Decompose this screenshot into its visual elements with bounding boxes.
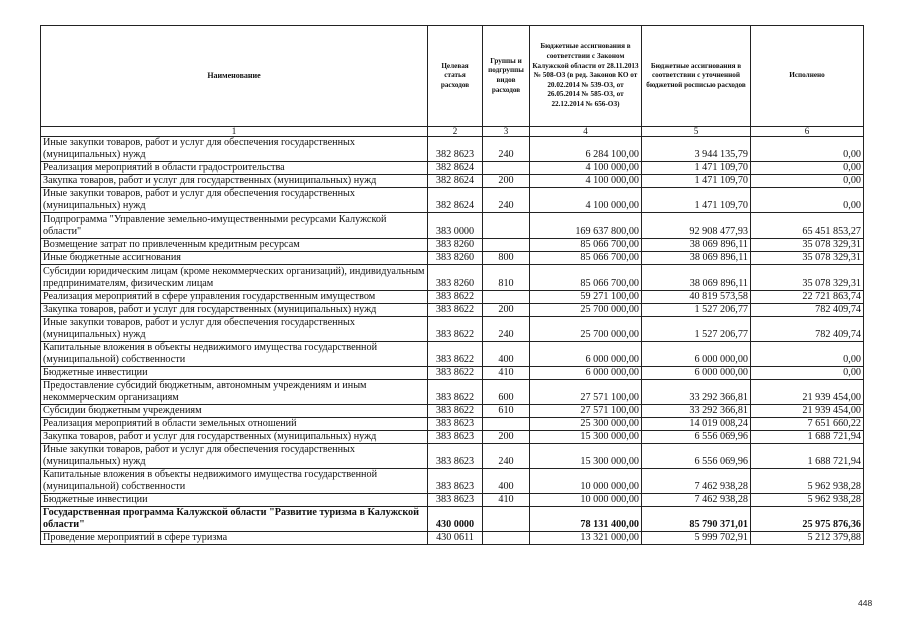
row-law-amount: 10 000 000,00 — [530, 469, 642, 494]
table-row — [41, 291, 864, 304]
row-target-code: 383 8260 — [428, 239, 483, 252]
row-group-code — [483, 507, 530, 532]
row-group-code: 810 — [483, 265, 530, 291]
row-name: Государственная программа Калужской области "Развитие туризма в Калужской области" — [41, 507, 428, 532]
row-roster-amount: 38 069 896,11 — [642, 252, 751, 265]
row-name: Иные закупки товаров, работ и услуг для обеспечения государственных (муниципальных) нужд — [41, 444, 428, 469]
table-row — [41, 494, 864, 507]
row-name: Подпрограмма "Управление земельно-имущественными ресурсами Калужской области" — [41, 213, 428, 239]
row-group-code: 200 — [483, 304, 530, 317]
row-roster-amount: 14 019 008,24 — [642, 418, 751, 431]
table-row — [41, 162, 864, 175]
col-number: 6 — [751, 127, 864, 137]
row-roster-amount: 1 527 206,77 — [642, 304, 751, 317]
row-roster-amount: 33 292 366,81 — [642, 405, 751, 418]
table-row — [41, 444, 864, 469]
row-law-amount: 4 100 000,00 — [530, 188, 642, 213]
row-target-code: 430 0611 — [428, 532, 483, 545]
table-row — [41, 265, 864, 291]
table-row — [41, 304, 864, 317]
row-executed-amount: 5 212 379,88 — [751, 532, 864, 545]
row-group-code: 200 — [483, 175, 530, 188]
row-executed-amount: 0,00 — [751, 162, 864, 175]
row-law-amount: 10 000 000,00 — [530, 494, 642, 507]
header-groups: Группы и подгруппы видов расходов — [483, 26, 530, 127]
row-target-code: 430 0000 — [428, 507, 483, 532]
table-row — [41, 175, 864, 188]
table-row — [41, 431, 864, 444]
row-executed-amount: 0,00 — [751, 367, 864, 380]
row-name: Возмещение затрат по привлеченным кредитным ресурсам — [41, 239, 428, 252]
row-name: Иные бюджетные ассигнования — [41, 252, 428, 265]
row-roster-amount: 1 527 206,77 — [642, 317, 751, 342]
header-roster: Бюджетные ассигнования в соответствии с уточненной бюджетной росписью расходов — [642, 26, 751, 127]
row-group-code: 200 — [483, 431, 530, 444]
row-roster-amount: 1 471 109,70 — [642, 188, 751, 213]
row-name: Иные закупки товаров, работ и услуг для обеспечения государственных (муниципальных) нужд — [41, 137, 428, 162]
row-target-code: 383 8622 — [428, 304, 483, 317]
row-name: Бюджетные инвестиции — [41, 367, 428, 380]
row-target-code: 383 8622 — [428, 317, 483, 342]
row-roster-amount: 1 471 109,70 — [642, 175, 751, 188]
table-row — [41, 380, 864, 405]
row-law-amount: 6 000 000,00 — [530, 342, 642, 367]
table-row — [41, 367, 864, 380]
row-target-code: 383 8622 — [428, 405, 483, 418]
table-row — [41, 532, 864, 545]
row-name: Реализация мероприятий в сфере управления государственным имуществом — [41, 291, 428, 304]
header-executed: Исполнено — [751, 26, 864, 127]
row-executed-amount: 0,00 — [751, 137, 864, 162]
row-name: Капитальные вложения в объекты недвижимого имущества государственной (муниципальной) собственности — [41, 342, 428, 367]
row-target-code: 383 8622 — [428, 291, 483, 304]
row-roster-amount: 38 069 896,11 — [642, 239, 751, 252]
row-roster-amount: 33 292 366,81 — [642, 380, 751, 405]
row-law-amount: 85 066 700,00 — [530, 252, 642, 265]
row-executed-amount: 782 409,74 — [751, 304, 864, 317]
table-row — [41, 405, 864, 418]
row-law-amount: 4 100 000,00 — [530, 175, 642, 188]
row-roster-amount: 38 069 896,11 — [642, 265, 751, 291]
row-name: Проведение мероприятий в сфере туризма — [41, 532, 428, 545]
row-roster-amount: 6 556 069,96 — [642, 444, 751, 469]
row-executed-amount: 35 078 329,31 — [751, 252, 864, 265]
row-group-code: 240 — [483, 137, 530, 162]
row-group-code: 400 — [483, 342, 530, 367]
table-row — [41, 252, 864, 265]
row-target-code: 383 8623 — [428, 469, 483, 494]
row-executed-amount: 1 688 721,94 — [751, 444, 864, 469]
row-group-code — [483, 213, 530, 239]
row-group-code — [483, 418, 530, 431]
row-executed-amount: 1 688 721,94 — [751, 431, 864, 444]
row-group-code: 400 — [483, 469, 530, 494]
table-row — [41, 418, 864, 431]
row-roster-amount: 6 000 000,00 — [642, 342, 751, 367]
row-law-amount: 78 131 400,00 — [530, 507, 642, 532]
row-group-code: 240 — [483, 188, 530, 213]
row-name: Капитальные вложения в объекты недвижимого имущества государственной (муниципальной) собственности — [41, 469, 428, 494]
row-law-amount: 25 700 000,00 — [530, 304, 642, 317]
header-target: Целевая статья расходов — [428, 26, 483, 127]
row-roster-amount: 6 556 069,96 — [642, 431, 751, 444]
budget-table — [40, 25, 864, 545]
row-target-code: 383 8623 — [428, 431, 483, 444]
col-number: 5 — [642, 127, 751, 137]
col-number: 2 — [428, 127, 483, 137]
header-row — [41, 26, 864, 127]
table-row — [41, 188, 864, 213]
row-name: Иные закупки товаров, работ и услуг для обеспечения государственных (муниципальных) нужд — [41, 317, 428, 342]
row-roster-amount: 40 819 573,58 — [642, 291, 751, 304]
page-number: 448 — [858, 598, 873, 608]
col-number: 4 — [530, 127, 642, 137]
row-executed-amount: 0,00 — [751, 188, 864, 213]
row-group-code — [483, 162, 530, 175]
row-target-code: 383 8260 — [428, 265, 483, 291]
row-law-amount: 15 300 000,00 — [530, 444, 642, 469]
row-target-code: 383 8260 — [428, 252, 483, 265]
row-law-amount: 6 000 000,00 — [530, 367, 642, 380]
row-target-code: 383 8623 — [428, 494, 483, 507]
row-law-amount: 27 571 100,00 — [530, 380, 642, 405]
row-law-amount: 15 300 000,00 — [530, 431, 642, 444]
row-group-code — [483, 532, 530, 545]
row-target-code: 383 8623 — [428, 444, 483, 469]
row-target-code: 383 0000 — [428, 213, 483, 239]
table-row — [41, 239, 864, 252]
row-executed-amount: 21 939 454,00 — [751, 405, 864, 418]
row-roster-amount: 85 790 371,01 — [642, 507, 751, 532]
row-target-code: 383 8622 — [428, 367, 483, 380]
row-law-amount: 169 637 800,00 — [530, 213, 642, 239]
column-number-row — [41, 127, 864, 137]
row-target-code: 383 8623 — [428, 418, 483, 431]
row-roster-amount: 5 999 702,91 — [642, 532, 751, 545]
row-group-code: 240 — [483, 444, 530, 469]
row-roster-amount: 7 462 938,28 — [642, 469, 751, 494]
row-group-code: 800 — [483, 252, 530, 265]
row-roster-amount: 7 462 938,28 — [642, 494, 751, 507]
row-law-amount: 25 300 000,00 — [530, 418, 642, 431]
row-law-amount: 6 284 100,00 — [530, 137, 642, 162]
col-number: 3 — [483, 127, 530, 137]
row-law-amount: 27 571 100,00 — [530, 405, 642, 418]
row-executed-amount: 25 975 876,36 — [751, 507, 864, 532]
row-name: Субсидии юридическим лицам (кроме некоммерческих организаций), индивидуальным предпринимателям, физическим лицам — [41, 265, 428, 291]
row-roster-amount: 1 471 109,70 — [642, 162, 751, 175]
row-name: Иные закупки товаров, работ и услуг для обеспечения государственных (муниципальных) нужд — [41, 188, 428, 213]
row-law-amount: 4 100 000,00 — [530, 162, 642, 175]
row-executed-amount: 22 721 863,74 — [751, 291, 864, 304]
row-name: Закупка товаров, работ и услуг для государственных (муниципальных) нужд — [41, 175, 428, 188]
row-executed-amount: 35 078 329,31 — [751, 239, 864, 252]
row-name: Субсидии бюджетным учреждениям — [41, 405, 428, 418]
row-group-code: 610 — [483, 405, 530, 418]
row-group-code: 410 — [483, 494, 530, 507]
row-name: Реализация мероприятий в области градостроительства — [41, 162, 428, 175]
row-roster-amount: 6 000 000,00 — [642, 367, 751, 380]
row-target-code: 382 8624 — [428, 175, 483, 188]
table-row — [41, 137, 864, 162]
row-target-code: 382 8623 — [428, 137, 483, 162]
row-executed-amount: 21 939 454,00 — [751, 380, 864, 405]
row-roster-amount: 92 908 477,93 — [642, 213, 751, 239]
row-group-code: 410 — [483, 367, 530, 380]
row-executed-amount: 35 078 329,31 — [751, 265, 864, 291]
row-group-code: 240 — [483, 317, 530, 342]
row-target-code: 383 8622 — [428, 380, 483, 405]
table-row — [41, 342, 864, 367]
col-number: 1 — [41, 127, 428, 137]
row-name: Реализация мероприятий в области земельных отношений — [41, 418, 428, 431]
row-executed-amount: 0,00 — [751, 342, 864, 367]
row-executed-amount: 5 962 938,28 — [751, 494, 864, 507]
row-group-code — [483, 291, 530, 304]
row-law-amount: 25 700 000,00 — [530, 317, 642, 342]
row-name: Предоставление субсидий бюджетным, автономным учреждениям и иным некоммерческим организациям — [41, 380, 428, 405]
row-target-code: 382 8624 — [428, 188, 483, 213]
row-executed-amount: 5 962 938,28 — [751, 469, 864, 494]
row-name: Закупка товаров, работ и услуг для государственных (муниципальных) нужд — [41, 304, 428, 317]
row-law-amount: 13 321 000,00 — [530, 532, 642, 545]
row-name: Закупка товаров, работ и услуг для государственных (муниципальных) нужд — [41, 431, 428, 444]
row-group-code: 600 — [483, 380, 530, 405]
row-law-amount: 85 066 700,00 — [530, 239, 642, 252]
header-law: Бюджетные ассигнования в соответствии с Законом Калужской области от 28.11.2013 № 508-ОЗ (в ред. Законов КО от 20.02.2014 № 539-ОЗ, от 26.05.2014 № 585-ОЗ, от 22.12.2014 № 656-ОЗ) — [530, 26, 642, 127]
row-law-amount: 85 066 700,00 — [530, 265, 642, 291]
header-name: Наименование — [41, 26, 428, 127]
table-row — [41, 317, 864, 342]
row-executed-amount: 0,00 — [751, 175, 864, 188]
row-executed-amount: 782 409,74 — [751, 317, 864, 342]
row-group-code — [483, 239, 530, 252]
row-target-code: 382 8624 — [428, 162, 483, 175]
row-law-amount: 59 271 100,00 — [530, 291, 642, 304]
table-row — [41, 213, 864, 239]
row-target-code: 383 8622 — [428, 342, 483, 367]
row-executed-amount: 7 651 660,22 — [751, 418, 864, 431]
table-row — [41, 507, 864, 532]
row-executed-amount: 65 451 853,27 — [751, 213, 864, 239]
row-name: Бюджетные инвестиции — [41, 494, 428, 507]
table-row — [41, 469, 864, 494]
row-roster-amount: 3 944 135,79 — [642, 137, 751, 162]
